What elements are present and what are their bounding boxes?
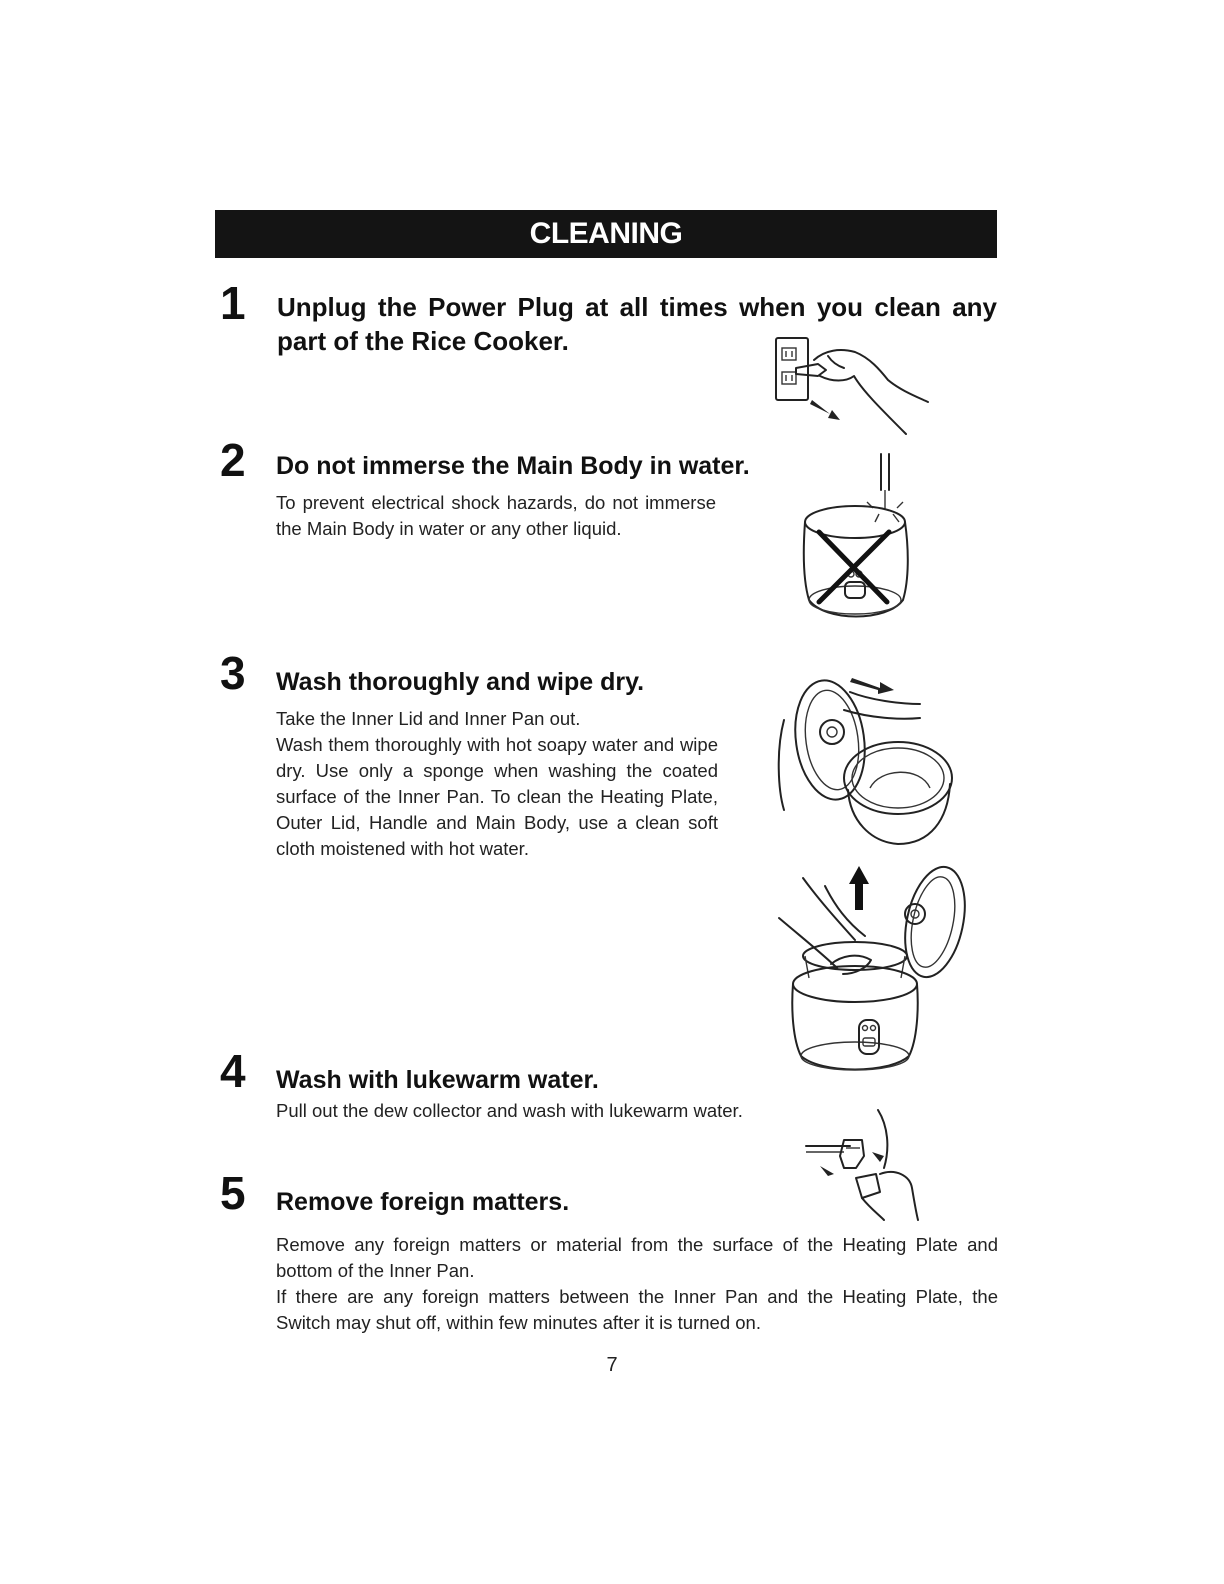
section-title: CLEANING <box>529 217 683 250</box>
step-5-body-line-2: If there are any foreign matters between the Inner Pan and the Heating Plate, the Switch may shut off, within few minutes after it is turned on. <box>276 1286 998 1333</box>
step-2-heading: Do not immerse the Main Body in water. <box>276 452 750 480</box>
step-5-number: 5 <box>220 1167 246 1219</box>
step-3-body-line-1: Take the Inner Lid and Inner Pan out. <box>276 708 581 729</box>
step-3-heading: Wash thoroughly and wipe dry. <box>276 668 645 696</box>
step-2-body: To prevent electrical shock hazards, do not immerse the Main Body in water or any other liquid. <box>276 492 716 539</box>
lift-inner-pan-icon <box>775 860 970 1075</box>
no-immerse-icon <box>795 450 925 625</box>
step-2-number: 2 <box>220 434 246 486</box>
page-number: 7 <box>606 1354 618 1376</box>
section-header-bar <box>215 210 997 258</box>
step-5-body-line-1: Remove any foreign matters or material from the surface of the Heating Plate and bottom of the Inner Pan. <box>276 1234 998 1281</box>
step-3-number: 3 <box>220 647 246 699</box>
unplug-icon <box>770 330 940 440</box>
step-5-heading: Remove foreign matters. <box>276 1188 570 1216</box>
step-1-number: 1 <box>220 277 246 329</box>
step-3-body-line-2: Wash them thoroughly with hot soapy water and wipe dry. Use only a sponge when washing the coated surface of the Inner Pan. To clean the Heating Plate, Outer Lid, Handle and Main Body, use a clean soft cloth moistened with hot water. <box>276 734 718 859</box>
step-4-number: 4 <box>220 1045 246 1097</box>
step-4-body: Pull out the dew collector and wash with lukewarm water. <box>276 1100 743 1121</box>
step-1-heading: Unplug the Power Plug at all times when you clean any part of the Rice Cooker. <box>277 292 997 356</box>
remove-inner-lid-icon <box>770 660 960 850</box>
step-4-heading: Wash with lukewarm water. <box>276 1066 599 1094</box>
dew-collector-icon <box>800 1108 930 1223</box>
